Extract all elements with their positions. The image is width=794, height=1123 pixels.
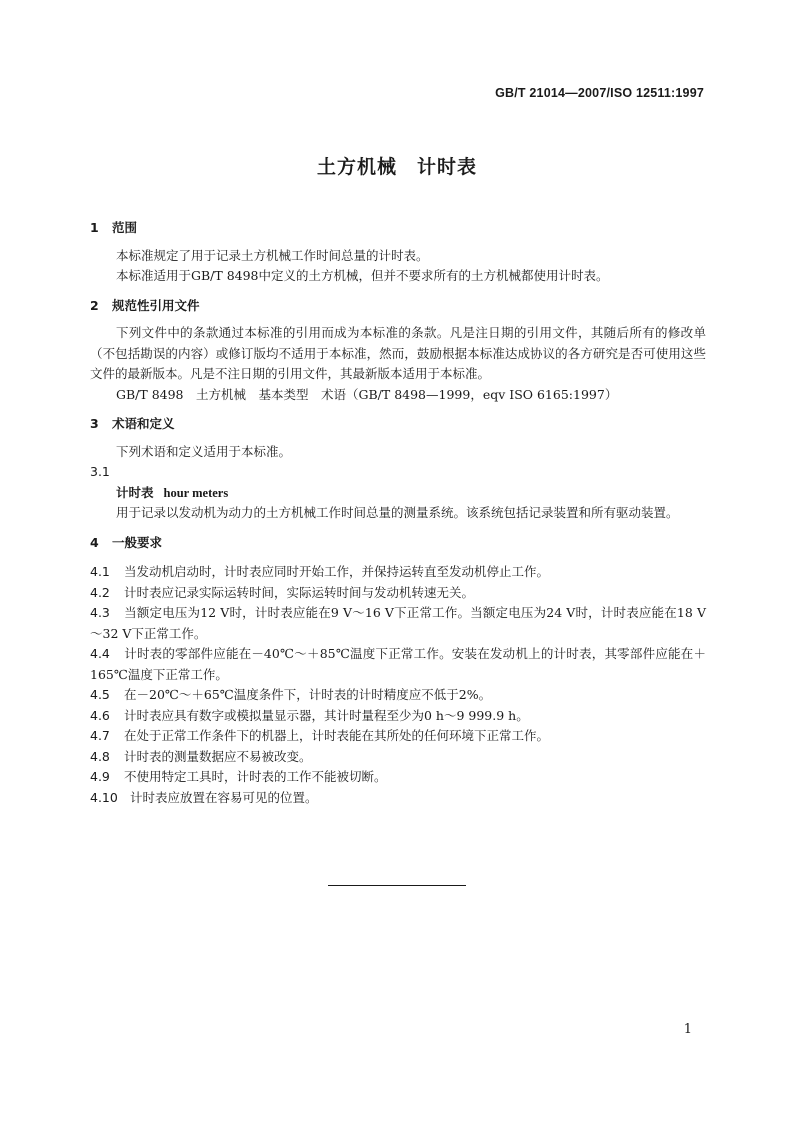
document-title: 土方机械 计时表 bbox=[316, 156, 477, 178]
paragraph: 下列文件中的条款通过本标准的引用而成为本标准的条款。凡是注日期的引用文件，其随后所有的修改单（不包括勘误的内容）或修订版均不适用于本标准，然而，鼓励根据本标准达成协议的各方研究是否可使用这些文件的最新版本。凡是不注日期的引用文件，其最新版本适用于本标准。 bbox=[90, 325, 706, 381]
reference-entry: GB/T 8498 土方机械 基本类型 术语（GB/T 8498—1999，eqv ISO 6165:1997） bbox=[116, 386, 618, 402]
clause: 4.4 计时表的零部件应能在－40℃～＋85℃温度下正常工作。安装在发动机上的计时表，其零部件应能在＋165℃温度下正常工作。 bbox=[90, 646, 706, 682]
clause: 4.8 计时表的测量数据应不易被改变。 bbox=[90, 748, 312, 764]
paragraph: 下列术语和定义适用于本标准。 bbox=[116, 443, 292, 459]
paragraph: 本标准规定了用于记录土方机械工作时间总量的计时表。 bbox=[116, 247, 429, 263]
term-definition: 用于记录以发动机为动力的土方机械工作时间总量的测量系统。该系统包括记录装置和所有驱动装置。 bbox=[116, 505, 679, 520]
term-number: 3.1 bbox=[90, 464, 110, 479]
section-heading-scope: 1 范围 bbox=[90, 220, 138, 235]
section-heading-normative-references: 2 规范性引用文件 bbox=[90, 297, 200, 313]
clause: 4.5 在－20℃～＋65℃温度条件下，计时表的计时精度应不低于2%。 bbox=[90, 687, 492, 702]
clause: 4.2 计时表应记录实际运转时间，实际运转时间与发动机转速无关。 bbox=[90, 584, 475, 600]
end-rule bbox=[328, 885, 466, 886]
document-body bbox=[90, 218, 706, 808]
clause: 4.10 计时表应放置在容易可见的位置。 bbox=[90, 789, 318, 805]
section-heading-general-requirements: 4 一般要求 bbox=[90, 534, 163, 550]
clause: 4.1 当发动机启动时，计时表应同时开始工作，并保持运转直至发动机停止工作。 bbox=[90, 564, 550, 579]
page-number: 1 bbox=[683, 1022, 692, 1037]
paragraph: 本标准适用于GB/T 8498中定义的土方机械，但并不要求所有的土方机械都使用计时表。 bbox=[116, 268, 609, 283]
term-name: 计时表 hour meters bbox=[116, 484, 229, 500]
clause: 4.6 计时表应具有数字或模拟量显示器，其计时量程至少为0 h～9 999.9 h。 bbox=[90, 707, 529, 723]
clause: 4.9 不使用特定工具时，计时表的工作不能被切断。 bbox=[90, 769, 387, 784]
clause: 4.7 在处于正常工作条件下的机器上，计时表能在其所处的任何环境下正常工作。 bbox=[90, 728, 550, 743]
clause: 4.3 当额定电压为12 V时，计时表应能在9 V～16 V下正常工作。当额定电压为24 V时，计时表应能在18 V～32 V下正常工作。 bbox=[90, 605, 706, 641]
standard-number: GB/T 21014—2007/ISO 12511:1997 bbox=[495, 86, 704, 100]
section-heading-terms: 3 术语和定义 bbox=[90, 416, 175, 431]
